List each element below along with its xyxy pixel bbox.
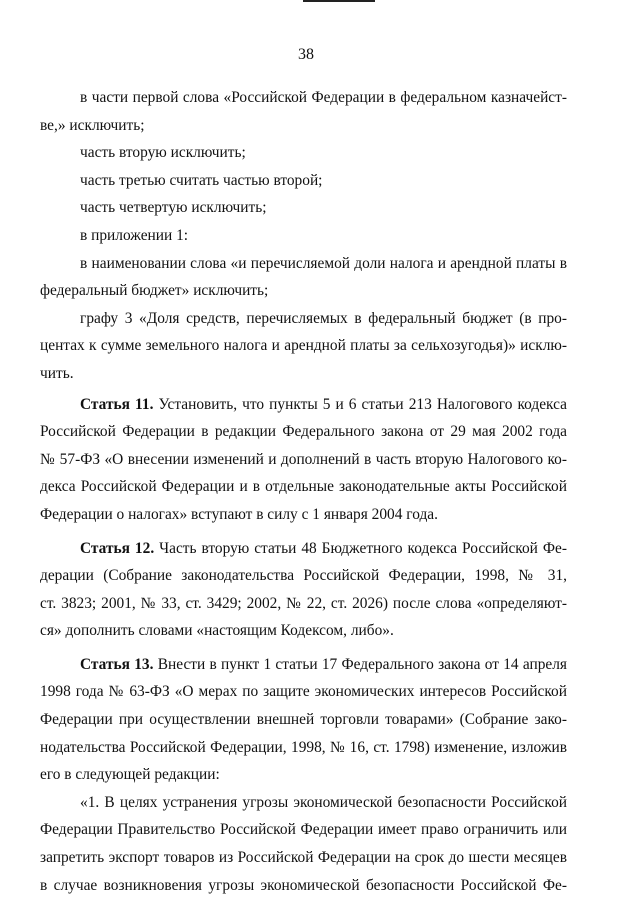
text-line: Российской Федерации в редакции Федерального закона от 29 мая 2002 года <box>40 423 567 441</box>
text-line: Федерации при осуществлении внешней торговли товарами» (Собрание зако- <box>40 711 567 729</box>
text-fragment: Установить, что пункты 5 и 6 статьи 213 Налогового кодекса <box>158 395 567 413</box>
text-line: его в следующей редакции: <box>40 766 220 784</box>
text-line: Федерации Правительство Российской Федерации имеет право ограничить или <box>40 821 567 839</box>
text-line: декса Российской Федерации и в отдельные законодательные акты Российской <box>40 478 567 496</box>
article-12-first-line <box>40 535 567 563</box>
text-line: ся» дополнить словами «настоящим Кодексом, либо». <box>40 622 394 640</box>
article-13-first-line <box>40 651 567 679</box>
article-11-label: Статья 11. <box>80 395 154 413</box>
text-line: Федерации о налогах» вступают в силу с 1 января 2004 года. <box>40 505 438 523</box>
document-body <box>40 84 567 899</box>
article-12-label: Статья 12. <box>80 539 155 557</box>
text-line: нодательства Российской Федерации, 1998, № 16, ст. 1798) изменение, изложив <box>40 738 567 756</box>
text-line: ве,» исключить; <box>40 116 145 134</box>
text-line: центах к сумме земельного налога и арендной платы за сельхозугодья)» исклю- <box>40 337 567 355</box>
text-line: «1. В целях устранения угрозы экономической безопасности Российской <box>80 793 567 811</box>
text-line: в части первой слова «Российской Федерации в федеральном казначейст- <box>80 89 567 106</box>
text-line: часть третью считать частью второй; <box>80 171 323 189</box>
article-11-first-line <box>40 391 567 419</box>
text-line: 1998 года № 63-ФЗ «О мерах по защите экономических интересов Российской <box>40 683 567 701</box>
text-line: чить. <box>40 364 74 382</box>
text-line: запретить экспорт товаров из Российской Федерации на срок до шести месяцев <box>40 849 567 867</box>
text-line: графу 3 «Доля средств, перечисляемых в федеральный бюджет (в про- <box>80 309 567 327</box>
text-line: в наименовании слова «и перечисляемой доли налога и арендной платы в <box>80 254 567 272</box>
text-line: часть вторую исключить; <box>80 144 246 162</box>
text-line: дерации (Собрание законодательства Российской Федерации, 1998, № 31, <box>40 567 567 585</box>
article-13-label: Статья 13. <box>80 655 154 673</box>
text-line: федеральный бюджет» исключить; <box>40 282 269 300</box>
text-fragment: Часть вторую статьи 48 Бюджетного кодекса Российской Фе- <box>159 539 567 557</box>
text-fragment: Внести в пункт 1 статьи 17 Федерального закона от 14 апреля <box>157 655 567 673</box>
text-line: в случае возникновения угрозы экономической безопасности Российской Фе- <box>40 876 567 894</box>
text-line: ст. 3823; 2001, № 33, ст. 3429; 2002, № 22, ст. 2026) после слова «определяют- <box>40 594 567 612</box>
text-line: № 57-ФЗ «О внесении изменений и дополнений в часть вторую Налогового ко- <box>40 450 567 468</box>
text-line: часть четвертую исключить; <box>80 199 267 217</box>
top-rule <box>303 0 375 2</box>
text-line: в приложении 1: <box>80 226 189 244</box>
page-number: 38 <box>298 46 314 63</box>
